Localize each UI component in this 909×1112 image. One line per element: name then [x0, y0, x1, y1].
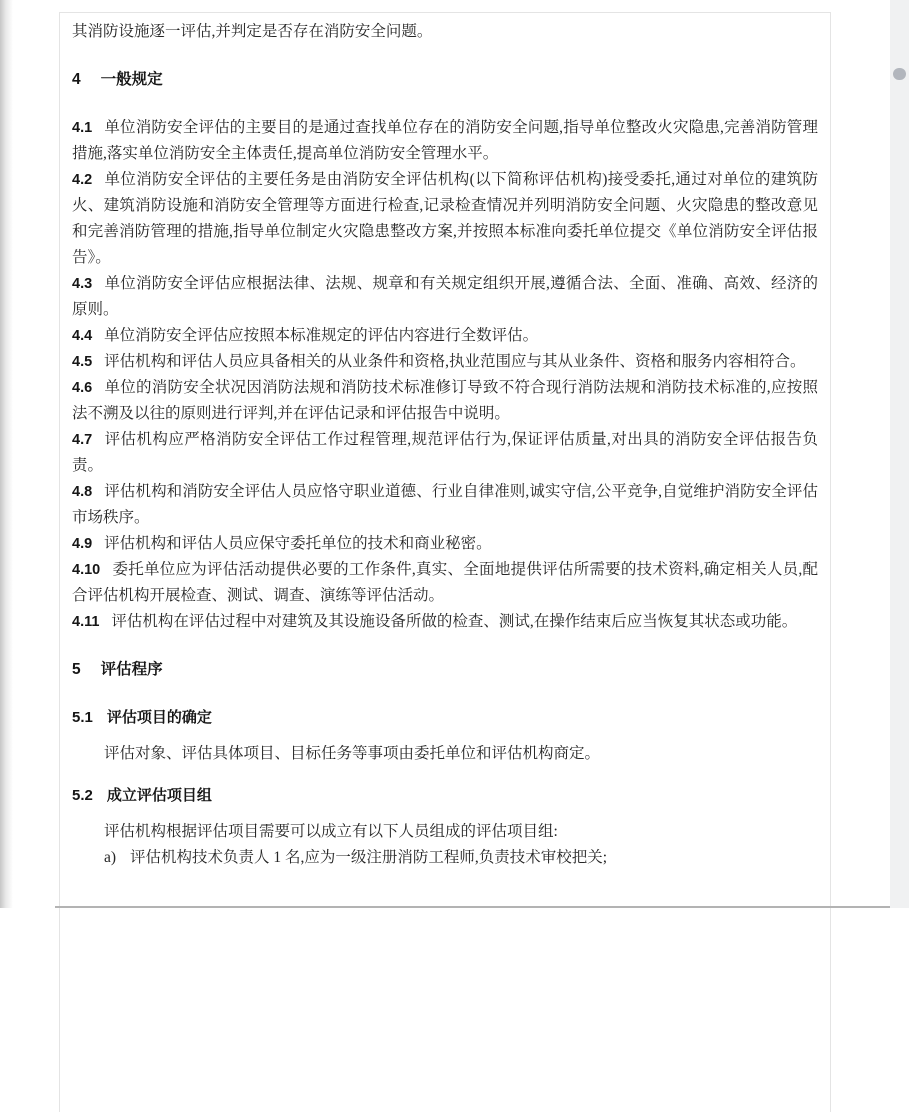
clause-text: 单位消防安全评估的主要任务是由消防安全评估机构(以下简称评估机构)接受委托,通过对单位的建筑防火、建筑消防设施和消防安全管理等方面进行检查,记录检查情况并列明消防安全问题、火灾隐患的整改意见和完善消防管理的措施,指导单位制定火灾隐患整改方案,并按照本标准向委托单位提交《单位消防安全评估报告》。 — [72, 171, 818, 266]
paragraph-continuation: 其消防设施逐一评估,并判定是否存在消防安全问题。 — [72, 23, 433, 40]
chapter-heading-5 — [72, 657, 818, 683]
clause-text: 评估机构在评估过程中对建筑及其设施设备所做的检查、测试,在操作结束后应当恢复其状态或功能。 — [111, 613, 798, 630]
clause-number: 4.1 — [72, 120, 93, 136]
list-item-text: 评估机构技术负责人 1 名,应为一级注册消防工程师,负责技术审校把关; — [130, 849, 608, 866]
scrollbar-track[interactable] — [890, 0, 909, 908]
scrollbar-thumb[interactable] — [893, 68, 906, 80]
clause-text: 评估机构和评估人员应具备相关的从业条件和资格,执业范围应与其从业条件、资格和服务内容相符合。 — [104, 353, 806, 370]
subheading-number: 5.1 — [72, 709, 93, 726]
chapter-title: 一般规定 — [100, 71, 163, 88]
clause-number: 4.10 — [72, 562, 101, 578]
subheading-title: 成立评估项目组 — [106, 787, 212, 804]
clause-4-1 — [72, 115, 818, 167]
chapter-number: 4 — [72, 71, 81, 88]
subheading-number: 5.2 — [72, 787, 93, 804]
subheading-5-1 — [72, 705, 818, 731]
clause-4-3 — [72, 271, 818, 323]
clause-4-7 — [72, 427, 818, 479]
clause-text: 单位的消防安全状况因消防法规和消防技术标准修订导致不符合现行消防法规和消防技术标准的,应按照法不溯及以往的原则进行评判,并在评估记录和评估报告中说明。 — [72, 379, 818, 422]
list-item-a — [72, 845, 818, 871]
clause-4-6 — [72, 375, 818, 427]
clause-number: 4.5 — [72, 354, 93, 370]
document-page — [59, 12, 831, 1112]
paragraph-5-2: 评估机构根据评估项目需要可以成立有以下人员组成的评估项目组: — [104, 823, 558, 840]
clause-4-2 — [72, 167, 818, 271]
clause-number: 4.6 — [72, 380, 93, 396]
left-edge-shadow — [0, 0, 13, 908]
subheading-5-2 — [72, 783, 818, 809]
clause-4-10 — [72, 557, 818, 609]
clause-number: 4.3 — [72, 276, 93, 292]
clause-text: 委托单位应为评估活动提供必要的工作条件,真实、全面地提供评估所需要的技术资料,确定相关人员,配合评估机构开展检查、测试、调查、演练等评估活动。 — [72, 561, 818, 604]
clause-text: 单位消防安全评估的主要目的是通过查找单位存在的消防安全问题,指导单位整改火灾隐患,完善消防管理措施,落实单位消防安全主体责任,提高单位消防安全管理水平。 — [72, 119, 818, 162]
clause-text: 评估机构应严格消防安全评估工作过程管理,规范评估行为,保证评估质量,对出具的消防安全评估报告负责。 — [72, 431, 818, 474]
chapter-title: 评估程序 — [100, 661, 163, 678]
clause-4-9 — [72, 531, 818, 557]
list-marker: a) — [104, 849, 117, 866]
clause-number: 4.9 — [72, 536, 93, 552]
subheading-title: 评估项目的确定 — [106, 709, 212, 726]
clause-text: 评估机构和评估人员应保守委托单位的技术和商业秘密。 — [104, 535, 492, 552]
clause-number: 4.11 — [72, 614, 100, 630]
clause-text: 评估机构和消防安全评估人员应恪守职业道德、行业自律准则,诚实守信,公平竞争,自觉维护消防安全评估市场秩序。 — [72, 483, 818, 526]
clause-4-8 — [72, 479, 818, 531]
clause-text: 单位消防安全评估应根据法律、法规、规章和有关规定组织开展,遵循合法、全面、准确、高效、经济的原则。 — [72, 275, 818, 318]
clause-4-11 — [72, 609, 818, 635]
clause-number: 4.4 — [72, 328, 93, 344]
chapter-number: 5 — [72, 661, 81, 678]
clause-number: 4.8 — [72, 484, 93, 500]
clause-4-4 — [72, 323, 818, 349]
clause-number: 4.2 — [72, 172, 93, 188]
clause-4-5 — [72, 349, 818, 375]
clause-number: 4.7 — [72, 432, 93, 448]
clause-text: 单位消防安全评估应按照本标准规定的评估内容进行全数评估。 — [104, 327, 539, 344]
paragraph-5-1: 评估对象、评估具体项目、目标任务等事项由委托单位和评估机构商定。 — [104, 745, 601, 762]
chapter-heading-4 — [72, 67, 818, 93]
